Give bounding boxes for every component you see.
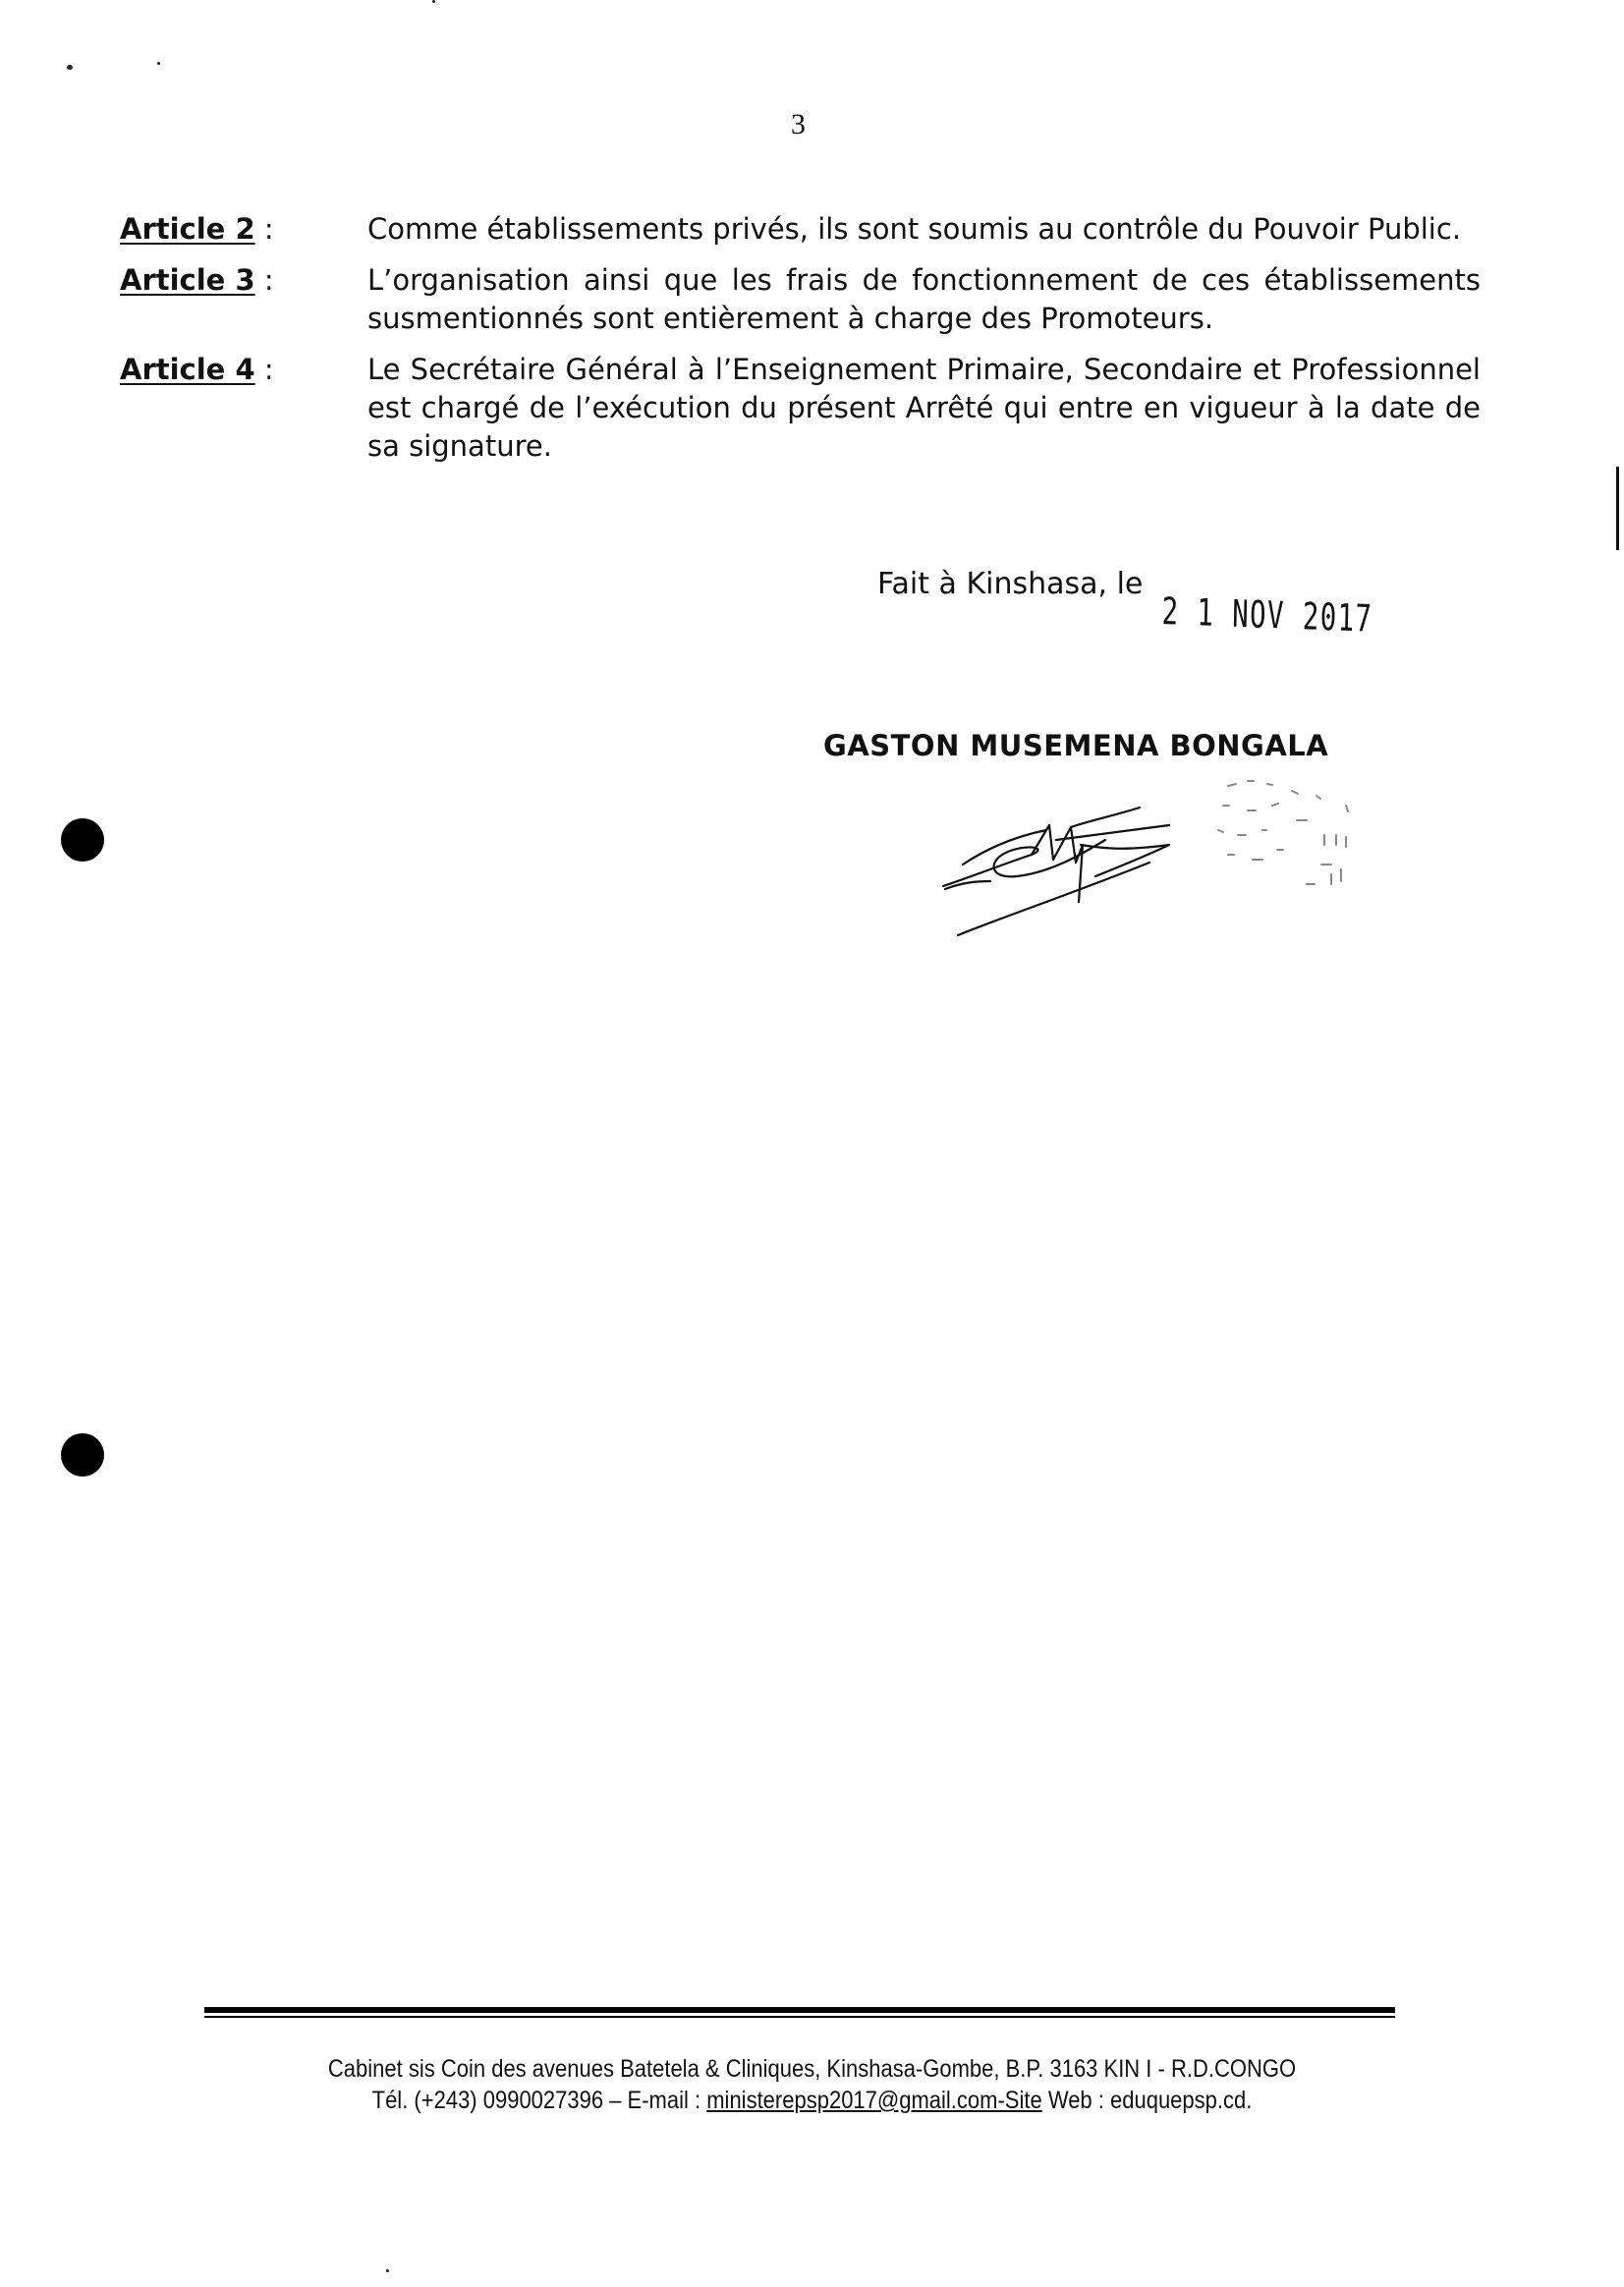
article-text: L’organisation ainsi que les frais de fonctionnement de ces établissements susmentionnés sont entièrement à charge des Promoteurs. bbox=[367, 263, 1481, 335]
footer-phone: Tél. (+243) 0990027396 – E-mail : bbox=[371, 2087, 707, 2114]
place-date-label: Fait à Kinshasa, le bbox=[877, 567, 1144, 601]
article-text: Le Secrétaire Général à l’Enseignement Primaire, Secondaire et Professionnel est chargé de l’exécution du présent Arrêté qui entre en vigueur à la date de sa signature. bbox=[367, 353, 1481, 463]
article-text: Comme établissements privés, ils sont soumis au contrôle du Pouvoir Public. bbox=[367, 212, 1462, 246]
scan-speck bbox=[386, 2269, 389, 2272]
date-stamp: 2 1 NOV 2017 bbox=[1161, 589, 1373, 641]
scan-speck bbox=[157, 62, 160, 65]
signatory-name: GASTON MUSEMENA BONGALA bbox=[823, 729, 1329, 762]
scan-speck bbox=[67, 65, 73, 70]
footer-website: Web : eduquepsp.cd. bbox=[1041, 2087, 1253, 2114]
footer-email-link[interactable]: ministerepsp2017@gmail.com-Site bbox=[706, 2087, 1042, 2114]
punch-hole bbox=[61, 818, 104, 862]
article-3 bbox=[120, 261, 1481, 338]
scan-margin-mark bbox=[1616, 467, 1619, 550]
article-2 bbox=[120, 210, 1481, 249]
faded-seal bbox=[1208, 776, 1405, 904]
footer-address: Cabinet sis Coin des avenues Batetela & Cliniques, Kinshasa-Gombe, B.P. 3163 KIN I - R.D.CONGO bbox=[327, 2055, 1297, 2083]
footer-contact bbox=[97, 2087, 1527, 2115]
handwritten-signature bbox=[933, 786, 1189, 953]
article-4 bbox=[120, 351, 1481, 466]
footer-rule-thick bbox=[204, 2007, 1395, 2013]
page-number: 3 bbox=[791, 108, 806, 140]
article-label: Article 3 : bbox=[120, 263, 274, 297]
scan-speck bbox=[432, 0, 435, 3]
article-label: Article 2 : bbox=[120, 212, 274, 246]
article-label: Article 4 : bbox=[120, 353, 274, 386]
punch-hole bbox=[61, 1433, 104, 1477]
footer-rule-thin bbox=[204, 2016, 1395, 2018]
